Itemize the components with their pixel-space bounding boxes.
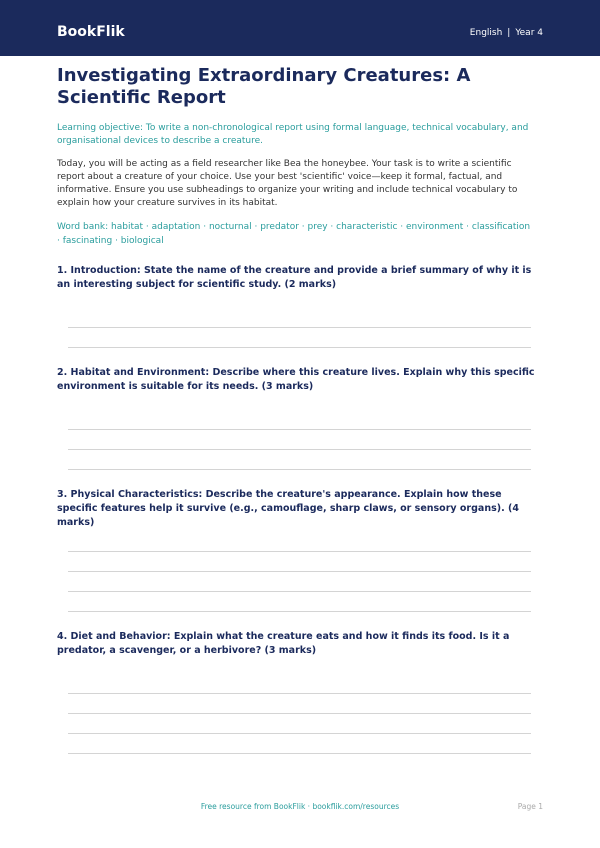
question-3: 3. Physical Characteristics: Describe the creature's appearance. Explain how these specific features help it survive (e.g., camouflage, sharp claws, or sensory organs). (4 marks) <box>57 489 519 528</box>
answer-line-1-1[interactable] <box>68 327 531 328</box>
answer-line-3-4[interactable] <box>68 611 531 612</box>
question-4: 4. Diet and Behavior: Explain what the creature eats and how it finds its food. Is it a predator, a scavenger, or a herbivore? (3 marks) <box>57 631 510 656</box>
brand-logo-text: BookFlik <box>57 24 125 40</box>
footer-credit: Free resource from BookFlik · bookflik.com/resources <box>200 802 400 811</box>
header-bar <box>0 0 600 56</box>
word-bank-label: Word bank: <box>57 222 109 232</box>
learning-objective: Learning objective: To write a non-chronological report using formal language, technical vocabulary, and organisational devices to describe a creature. <box>57 123 529 146</box>
subject-year-label <box>470 27 543 39</box>
answer-line-2-1[interactable] <box>68 429 531 430</box>
question-1: 1. Introduction: State the name of the creature and provide a brief summary of why it is an interesting subject for scientific study. (2 marks) <box>57 265 532 290</box>
answer-line-3-1[interactable] <box>68 551 531 552</box>
answer-line-3-2[interactable] <box>68 571 531 572</box>
answer-line-4-1[interactable] <box>68 693 531 694</box>
meta-separator: | <box>507 28 511 38</box>
question-2: 2. Habitat and Environment: Describe where this creature lives. Explain why this specific environment is suitable for its needs. (3 marks) <box>57 367 535 392</box>
word-bank-words: habitat · adaptation · nocturnal · predator · prey · characteristic · environment · classification · fascinating · biological <box>57 222 531 246</box>
answer-line-2-3[interactable] <box>68 469 531 470</box>
intro-paragraph: Today, you will be acting as a field researcher like Bea the honeybee. Your task is to write a scientific report about a creature of your choice. Use your best 'scientific' voice—keep it formal, factual, and informative. Ensure you use subheadings to organize your writing and include technical vocabulary to explain how your creature survives in its habitat. <box>57 159 518 208</box>
answer-line-1-2[interactable] <box>68 347 531 348</box>
answer-line-4-4[interactable] <box>68 753 531 754</box>
page-title: Investigating Extraordinary Creatures: A Scientific Report <box>57 65 471 108</box>
year-label: Year 4 <box>515 28 543 38</box>
answer-line-2-2[interactable] <box>68 449 531 450</box>
subject-label: English <box>469 28 503 38</box>
page-number: Page 1 <box>517 802 543 811</box>
answer-line-4-3[interactable] <box>68 733 531 734</box>
answer-line-3-3[interactable] <box>68 591 531 592</box>
answer-line-4-2[interactable] <box>68 713 531 714</box>
word-bank <box>57 221 532 248</box>
